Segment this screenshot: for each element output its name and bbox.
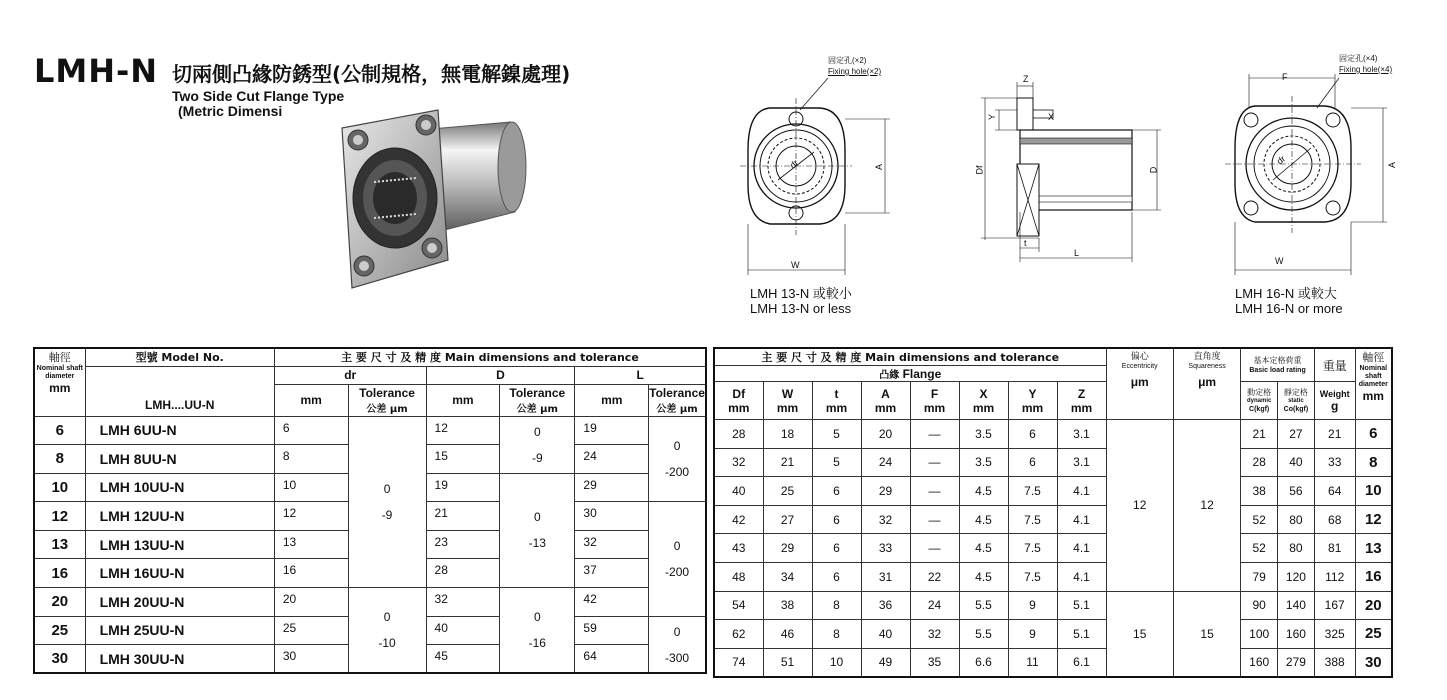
shaft-diameter-cell: 16	[1355, 562, 1392, 591]
weight-cell: 112	[1314, 562, 1355, 591]
df-cell: 54	[714, 591, 763, 620]
t-cell: 5	[812, 448, 861, 477]
t-cell: 6	[812, 534, 861, 563]
dr-mm-cell: 6	[274, 416, 348, 445]
w-cell: 34	[763, 562, 812, 591]
x-cell: 4.5	[959, 505, 1008, 534]
a-cell: 32	[861, 505, 910, 534]
x-cell: 3.5	[959, 448, 1008, 477]
z-cell: 3.1	[1057, 448, 1106, 477]
dr-mm-cell: 12	[274, 502, 348, 531]
eccentricity-header: 偏心 Eccentricity μm	[1106, 348, 1173, 420]
y-cell: 6	[1008, 420, 1057, 449]
tol-lower: -9	[381, 507, 393, 522]
z-cell: 5.1	[1057, 591, 1106, 620]
dynamic-load-cell: 79	[1241, 562, 1278, 591]
dynamic-load-cell: 160	[1241, 648, 1278, 677]
x-cell: 3.5	[959, 420, 1008, 449]
y-cell: 7.5	[1008, 562, 1057, 591]
z-cell: 4.1	[1057, 562, 1106, 591]
dynamic-load-cell: 90	[1241, 591, 1278, 620]
d-mm-cell: 19	[426, 473, 500, 502]
model-number-cell: LMH 16UU-N	[85, 559, 274, 588]
shaft-diameter-cell: 25	[34, 616, 85, 645]
x-cell: 4.5	[959, 562, 1008, 591]
model-number-cell: LMH 10UU-N	[85, 473, 274, 502]
l-mm-cell: 64	[575, 645, 649, 674]
d-header: D	[426, 366, 575, 384]
static-header: 靜定格 static Co(kgf)	[1278, 382, 1315, 420]
fixing-hole-en-label-1: Fixing hole(×2)	[828, 67, 882, 76]
eccentricity-cell: 15	[1106, 591, 1173, 677]
shaft-diameter-cell: 16	[34, 559, 85, 588]
col-header-w: W mm	[763, 382, 812, 420]
w-cell: 46	[763, 620, 812, 649]
static-load-cell: 120	[1278, 562, 1315, 591]
d-mm-cell: 21	[426, 502, 500, 531]
tol-lower: -300	[665, 650, 690, 665]
fixing-hole-en-label-2: Fixing hole(×4)	[1339, 65, 1393, 74]
z-cell: 4.1	[1057, 534, 1106, 563]
dim-dr-label-1: dr	[787, 157, 801, 171]
l-tolerance-cell	[649, 416, 706, 502]
dynamic-load-cell: 52	[1241, 505, 1278, 534]
dr-header: dr	[274, 366, 426, 384]
tol-upper: 0	[533, 510, 541, 525]
l-header: L	[575, 366, 706, 384]
z-cell: 5.1	[1057, 620, 1106, 649]
f-cell: 22	[910, 562, 959, 591]
d-tolerance-cell	[500, 416, 575, 473]
right-shaft-header: 軸徑 Nominal shaft diameter mm	[1355, 348, 1392, 420]
dr-tolerance-cell	[348, 416, 426, 588]
dim-y-label: Y	[987, 113, 998, 121]
df-cell: 43	[714, 534, 763, 563]
shaft-diameter-cell: 25	[1355, 620, 1392, 649]
d-mm-header: mm	[426, 384, 500, 416]
df-cell: 42	[714, 505, 763, 534]
front-view-diagram-small	[740, 70, 910, 280]
model-number-cell: LMH 12UU-N	[85, 502, 274, 531]
product-code-title: LMH-N	[34, 52, 159, 90]
table-row	[714, 620, 1392, 649]
w-cell: 25	[763, 477, 812, 506]
a-cell: 29	[861, 477, 910, 506]
f-cell: —	[910, 448, 959, 477]
dim-a-label-1: A	[874, 163, 885, 171]
w-cell: 38	[763, 591, 812, 620]
weight-header: Weight g	[1314, 382, 1355, 420]
col-header-df: Df mm	[714, 382, 763, 420]
static-load-cell: 80	[1278, 505, 1315, 534]
d-mm-cell: 32	[426, 588, 500, 617]
weight-cell: 21	[1314, 420, 1355, 449]
f-cell: —	[910, 534, 959, 563]
dr-tolerance-cell	[348, 588, 426, 674]
df-cell: 28	[714, 420, 763, 449]
model-number-cell: LMH 30UU-N	[85, 645, 274, 674]
caption-large-cn: LMH 16-N 或較大	[1235, 286, 1337, 301]
x-cell: 4.5	[959, 477, 1008, 506]
dim-x-label: X	[1048, 112, 1055, 122]
dim-l-label: L	[1074, 248, 1080, 258]
d-tolerance-cell	[500, 588, 575, 674]
f-cell: —	[910, 477, 959, 506]
f-cell: 35	[910, 648, 959, 677]
l-mm-cell: 24	[575, 445, 649, 474]
shaft-diameter-cell: 20	[34, 588, 85, 617]
t-cell: 6	[812, 505, 861, 534]
dynamic-load-cell: 38	[1241, 477, 1278, 506]
table-row	[714, 448, 1392, 477]
d-tol-header: Tolerance 公差 μm	[500, 384, 575, 416]
w-cell: 27	[763, 505, 812, 534]
right-spec-table	[713, 347, 1393, 678]
model-header: 型號 Model No.	[85, 348, 274, 366]
dr-tol-header: Tolerance 公差 μm	[348, 384, 426, 416]
table-row	[714, 591, 1392, 620]
l-mm-cell: 19	[575, 416, 649, 445]
t-cell: 6	[812, 477, 861, 506]
col-header-a: A mm	[861, 382, 910, 420]
weight-cell: 81	[1314, 534, 1355, 563]
product-title-chinese: 切兩側凸緣防銹型(公制規格，無電解鎳處理)	[172, 62, 571, 86]
fixing-hole-cn-label-2: 固定孔(×4)	[1339, 54, 1378, 63]
w-cell: 29	[763, 534, 812, 563]
shaft-diameter-cell: 8	[1355, 448, 1392, 477]
y-cell: 7.5	[1008, 534, 1057, 563]
x-cell: 5.5	[959, 591, 1008, 620]
dr-mm-cell: 30	[274, 645, 348, 674]
f-cell: —	[910, 420, 959, 449]
a-cell: 20	[861, 420, 910, 449]
x-cell: 6.6	[959, 648, 1008, 677]
l-mm-cell: 37	[575, 559, 649, 588]
weight-cell: 325	[1314, 620, 1355, 649]
dim-d-label: D	[1148, 166, 1159, 174]
static-load-cell: 56	[1278, 477, 1315, 506]
squareness-cell: 15	[1173, 591, 1240, 677]
tol-upper: 0	[673, 438, 681, 453]
static-load-cell: 80	[1278, 534, 1315, 563]
model-number-cell: LMH 8UU-N	[85, 445, 274, 474]
dim-z-label: Z	[1023, 74, 1029, 84]
d-mm-cell: 45	[426, 645, 500, 674]
d-mm-cell: 28	[426, 559, 500, 588]
a-cell: 31	[861, 562, 910, 591]
y-cell: 9	[1008, 591, 1057, 620]
flange-header: 凸緣 Flange	[714, 366, 1106, 382]
t-cell: 6	[812, 562, 861, 591]
tol-lower: -9	[531, 450, 543, 465]
table-row	[714, 477, 1392, 506]
y-cell: 9	[1008, 620, 1057, 649]
dim-a-label-2: A	[1387, 161, 1398, 169]
front-view-diagram-large	[1225, 68, 1398, 278]
static-load-cell: 27	[1278, 420, 1315, 449]
dim-w-label-1: W	[791, 260, 800, 270]
shaft-diameter-cell: 20	[1355, 591, 1392, 620]
static-load-cell: 140	[1278, 591, 1315, 620]
tol-upper: 0	[673, 624, 681, 639]
d-tolerance-cell	[500, 473, 575, 587]
d-mm-cell: 12	[426, 416, 500, 445]
l-tol-header: Tolerance 公差 μm	[649, 385, 705, 415]
main-dim-header-left: 主 要 尺 寸 及 精 度 Main dimensions and tolerance	[274, 348, 706, 366]
a-cell: 24	[861, 448, 910, 477]
l-mm-cell: 29	[575, 473, 649, 502]
dr-mm-header: mm	[274, 384, 348, 416]
col-header-f: F mm	[910, 382, 959, 420]
d-mm-cell: 40	[426, 616, 500, 645]
dim-w-label-2: W	[1275, 256, 1284, 266]
side-section-diagram	[975, 72, 1175, 272]
shaft-diameter-cell: 12	[1355, 505, 1392, 534]
table-row	[34, 416, 706, 445]
l-mm-cell: 32	[575, 530, 649, 559]
tol-lower: -10	[378, 636, 396, 651]
table-row	[714, 562, 1392, 591]
l-tolerance-cell	[649, 502, 706, 616]
shaft-diameter-cell: 6	[34, 416, 85, 445]
t-cell: 5	[812, 420, 861, 449]
fixing-hole-cn-label-1: 固定孔(×2)	[828, 56, 867, 65]
static-load-cell: 160	[1278, 620, 1315, 649]
t-cell: 8	[812, 620, 861, 649]
dynamic-load-cell: 28	[1241, 448, 1278, 477]
squareness-cell: 12	[1173, 420, 1240, 592]
table-row	[714, 648, 1392, 677]
dr-mm-cell: 10	[274, 473, 348, 502]
shaft-diameter-cell: 6	[1355, 420, 1392, 449]
tol-lower: -200	[665, 564, 690, 579]
l-mm-cell: 42	[575, 588, 649, 617]
z-cell: 6.1	[1057, 648, 1106, 677]
x-cell: 5.5	[959, 620, 1008, 649]
tol-lower: -16	[528, 636, 546, 651]
dynamic-load-cell: 100	[1241, 620, 1278, 649]
weight-cell: 33	[1314, 448, 1355, 477]
weight-cell: 388	[1314, 648, 1355, 677]
eccentricity-cell: 12	[1106, 420, 1173, 592]
shaft-diameter-cell: 13	[34, 530, 85, 559]
dr-mm-cell: 20	[274, 588, 348, 617]
weight-cell: 64	[1314, 477, 1355, 506]
caption-small-cn: LMH 13-N 或較小	[750, 286, 852, 301]
x-cell: 4.5	[959, 534, 1008, 563]
dr-mm-cell: 16	[274, 559, 348, 588]
static-load-cell: 279	[1278, 648, 1315, 677]
df-cell: 40	[714, 477, 763, 506]
y-cell: 6	[1008, 448, 1057, 477]
table-row	[714, 420, 1392, 449]
a-cell: 36	[861, 591, 910, 620]
df-cell: 48	[714, 562, 763, 591]
l-tolerance-cell	[649, 616, 706, 673]
l-mm-cell: 30	[575, 502, 649, 531]
y-cell: 7.5	[1008, 505, 1057, 534]
table-row	[34, 588, 706, 617]
col-header-t: t mm	[812, 382, 861, 420]
shaft-diameter-cell: 10	[34, 473, 85, 502]
tol-upper: 0	[533, 424, 541, 439]
product-subtitle-type: Two Side Cut Flange Type	[172, 88, 345, 104]
w-cell: 51	[763, 648, 812, 677]
shaft-diameter-cell: 8	[34, 445, 85, 474]
dim-f-label: F	[1282, 72, 1288, 82]
l-mm-header: mm	[575, 384, 649, 416]
model-subheader: LMH....UU-N	[85, 366, 274, 416]
w-cell: 18	[763, 420, 812, 449]
weight-header-cn: 重量	[1314, 348, 1355, 382]
tol-lower: -13	[528, 536, 546, 551]
tol-upper: 0	[533, 610, 541, 625]
caption-small-en: LMH 13-N or less	[750, 301, 852, 316]
main-dim-header-right: 主 要 尺 寸 及 精 度 Main dimensions and tolerance	[714, 348, 1106, 366]
col-header-x: X mm	[959, 382, 1008, 420]
squareness-header: 直角度 Squareness μm	[1173, 348, 1240, 420]
tol-upper: 0	[383, 481, 391, 496]
weight-cell: 68	[1314, 505, 1355, 534]
df-cell: 62	[714, 620, 763, 649]
a-cell: 40	[861, 620, 910, 649]
df-cell: 74	[714, 648, 763, 677]
table-row	[714, 505, 1392, 534]
dim-dr-label-2: dr	[1274, 153, 1288, 167]
a-cell: 33	[861, 534, 910, 563]
left-spec-table	[33, 347, 707, 674]
y-cell: 11	[1008, 648, 1057, 677]
tol-upper: 0	[673, 538, 681, 553]
tol-lower: -200	[665, 464, 690, 479]
dynamic-load-cell: 52	[1241, 534, 1278, 563]
z-cell: 4.1	[1057, 505, 1106, 534]
static-load-cell: 40	[1278, 448, 1315, 477]
shaft-diameter-cell: 30	[1355, 648, 1392, 677]
product-subtitle-metric: (Metric Dimensi	[178, 103, 283, 119]
model-number-cell: LMH 6UU-N	[85, 416, 274, 445]
df-cell: 32	[714, 448, 763, 477]
z-cell: 4.1	[1057, 477, 1106, 506]
shaft-diameter-cell: 30	[34, 645, 85, 674]
shaft-diameter-cell: 13	[1355, 534, 1392, 563]
weight-cell: 167	[1314, 591, 1355, 620]
col-header-z: Z mm	[1057, 382, 1106, 420]
load-rating-header: 基本定格荷重 Basic load rating	[1241, 348, 1315, 382]
shaft-diameter-cell: 12	[34, 502, 85, 531]
f-cell: 24	[910, 591, 959, 620]
model-number-cell: LMH 20UU-N	[85, 588, 274, 617]
caption-large-en: LMH 16-N or more	[1235, 301, 1343, 316]
d-mm-cell: 15	[426, 445, 500, 474]
t-cell: 10	[812, 648, 861, 677]
col-header-y: Y mm	[1008, 382, 1057, 420]
y-cell: 7.5	[1008, 477, 1057, 506]
model-number-cell: LMH 25UU-N	[85, 616, 274, 645]
f-cell: 32	[910, 620, 959, 649]
shaft-diameter-cell: 10	[1355, 477, 1392, 506]
left-shaft-header: 軸徑 Nominal shaft diameter mm	[34, 348, 85, 416]
t-cell: 8	[812, 591, 861, 620]
table-row	[714, 534, 1392, 563]
dynamic-load-cell: 21	[1241, 420, 1278, 449]
dr-mm-cell: 8	[274, 445, 348, 474]
tol-upper: 0	[383, 610, 391, 625]
dynamic-header: 動定格 dynamic C(kgf)	[1241, 382, 1278, 420]
bearing-photo	[330, 100, 530, 295]
z-cell: 3.1	[1057, 420, 1106, 449]
d-mm-cell: 23	[426, 530, 500, 559]
dr-mm-cell: 25	[274, 616, 348, 645]
dim-t-label: t	[1024, 238, 1027, 248]
model-number-cell: LMH 13UU-N	[85, 530, 274, 559]
w-cell: 21	[763, 448, 812, 477]
dr-mm-cell: 13	[274, 530, 348, 559]
a-cell: 49	[861, 648, 910, 677]
l-mm-cell: 59	[575, 616, 649, 645]
dim-df-label: Df	[974, 165, 985, 175]
f-cell: —	[910, 505, 959, 534]
